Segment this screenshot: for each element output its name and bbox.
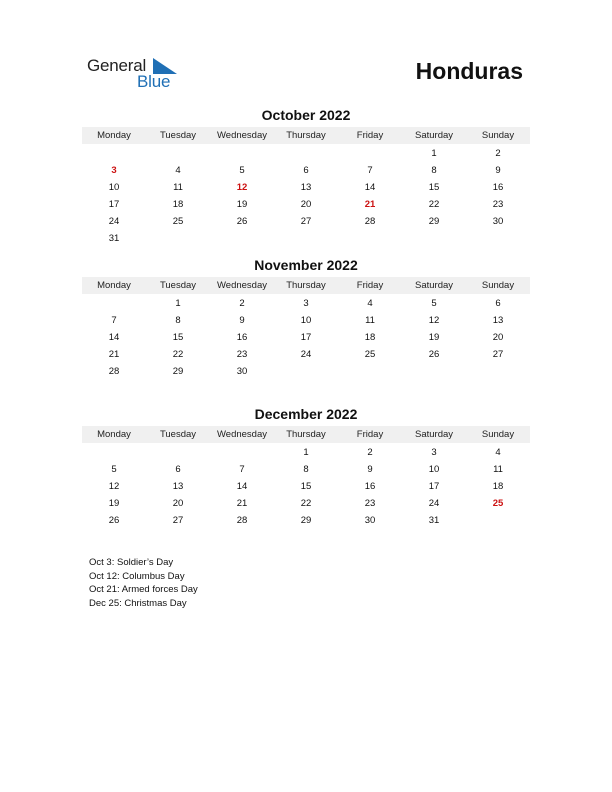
day-cell: 13 <box>172 481 184 492</box>
day-cell: 4 <box>367 298 373 309</box>
month-title: December 2022 <box>254 406 358 422</box>
day-cell: 30 <box>492 216 504 227</box>
day-cell: 27 <box>172 515 184 526</box>
logo-text-blue: Blue <box>137 72 171 91</box>
day-cell: 14 <box>364 182 376 193</box>
weekday-tuesday: Tuesday <box>159 429 197 440</box>
holiday-note: Oct 12: Columbus Day <box>89 570 185 582</box>
day-cell: 4 <box>495 447 501 458</box>
holiday-notes <box>89 556 198 610</box>
day-cell: 27 <box>492 349 504 360</box>
day-cell-empty <box>210 444 274 461</box>
day-cell: 23 <box>492 199 504 210</box>
day-cell: 31 <box>108 233 120 244</box>
weekday-sunday: Sunday <box>481 280 515 291</box>
weekday-saturday: Saturday <box>414 130 454 141</box>
month-title: November 2022 <box>254 257 358 273</box>
month-title: October 2022 <box>261 107 351 123</box>
day-cell: 2 <box>495 148 501 159</box>
weekday-monday: Monday <box>97 130 131 141</box>
day-cell: 28 <box>364 216 376 227</box>
day-cell: 29 <box>300 515 312 526</box>
day-cell: 16 <box>492 182 504 193</box>
day-cell: 1 <box>431 148 437 159</box>
day-cell: 4 <box>175 165 181 176</box>
day-cell: 29 <box>428 216 440 227</box>
day-cell: 17 <box>300 332 312 343</box>
day-cell: 7 <box>367 165 373 176</box>
holiday-note: Dec 25: Christmas Day <box>89 597 187 609</box>
day-cell: 25 <box>172 216 184 227</box>
day-cell: 24 <box>108 216 120 227</box>
weekday-friday: Friday <box>356 130 384 141</box>
day-cell: 1 <box>303 447 309 458</box>
day-cell: 13 <box>300 182 312 193</box>
weekday-tuesday: Tuesday <box>159 130 197 141</box>
day-cell: 22 <box>172 349 184 360</box>
day-cell-empty <box>82 444 146 461</box>
day-cell-empty <box>82 295 146 312</box>
day-cell: 5 <box>431 298 437 309</box>
day-cell: 25 <box>364 349 376 360</box>
generalblue-logo <box>87 56 187 92</box>
day-cell: 31 <box>428 515 440 526</box>
day-cell: 12 <box>428 315 440 326</box>
calendar-month-december <box>82 405 530 529</box>
day-cell: 12 <box>108 481 120 492</box>
day-cell-empty <box>274 145 338 162</box>
day-cell: 5 <box>239 165 245 176</box>
day-cell: 14 <box>236 481 248 492</box>
day-cell: 27 <box>300 216 312 227</box>
day-cell: 7 <box>111 315 117 326</box>
holiday-note: Oct 21: Armed forces Day <box>89 584 198 595</box>
weekday-thursday: Thursday <box>286 130 326 141</box>
logo-text-general: General <box>87 56 147 75</box>
day-cell: 29 <box>172 366 184 377</box>
day-cell: 9 <box>495 165 501 176</box>
day-cell-holiday: 21 <box>364 199 376 210</box>
day-cell: 24 <box>428 498 440 509</box>
day-cell: 24 <box>300 349 312 360</box>
day-cell: 20 <box>172 498 184 509</box>
calendar-month-october <box>82 106 530 247</box>
day-cell: 20 <box>300 199 312 210</box>
day-cell: 2 <box>367 447 373 458</box>
day-cell: 22 <box>428 199 440 210</box>
day-cell: 6 <box>495 298 501 309</box>
day-cell: 28 <box>236 515 248 526</box>
day-cell: 3 <box>431 447 437 458</box>
day-cell: 5 <box>111 464 117 475</box>
day-cell: 19 <box>428 332 440 343</box>
day-cell-empty <box>146 145 210 162</box>
calendar-month-november <box>82 256 530 380</box>
day-cell: 30 <box>236 366 248 377</box>
weekday-thursday: Thursday <box>286 429 326 440</box>
day-cell-empty <box>146 444 210 461</box>
day-cell: 8 <box>431 165 437 176</box>
day-grid <box>82 295 530 380</box>
day-cell-empty <box>210 145 274 162</box>
day-cell: 15 <box>428 182 440 193</box>
day-cell: 6 <box>175 464 181 475</box>
day-cell: 26 <box>108 515 120 526</box>
day-cell-holiday: 12 <box>236 182 248 193</box>
weekday-monday: Monday <box>97 429 131 440</box>
day-cell: 13 <box>492 315 504 326</box>
day-cell: 11 <box>173 182 183 193</box>
day-cell: 10 <box>300 315 312 326</box>
day-cell: 8 <box>175 315 181 326</box>
weekday-sunday: Sunday <box>481 130 515 141</box>
day-cell: 3 <box>303 298 309 309</box>
day-cell: 18 <box>364 332 376 343</box>
day-cell: 28 <box>108 366 120 377</box>
day-cell: 23 <box>364 498 376 509</box>
weekday-monday: Monday <box>97 280 131 291</box>
day-cell: 7 <box>239 464 245 475</box>
day-cell: 6 <box>303 165 309 176</box>
day-cell: 18 <box>172 199 184 210</box>
day-grid <box>82 145 530 247</box>
day-cell: 16 <box>236 332 248 343</box>
day-cell: 16 <box>364 481 376 492</box>
day-cell: 11 <box>365 315 375 326</box>
day-cell: 15 <box>172 332 184 343</box>
weekday-tuesday: Tuesday <box>159 280 197 291</box>
day-cell: 19 <box>108 498 120 509</box>
day-cell: 15 <box>300 481 312 492</box>
weekday-saturday: Saturday <box>414 280 454 291</box>
day-cell: 18 <box>492 481 504 492</box>
weekday-header <box>82 426 530 443</box>
day-cell: 19 <box>236 199 248 210</box>
day-cell: 21 <box>108 349 120 360</box>
weekday-sunday: Sunday <box>481 429 515 440</box>
country-title: Honduras <box>415 58 523 84</box>
day-cell: 23 <box>236 349 248 360</box>
day-cell: 10 <box>428 464 440 475</box>
day-cell-empty <box>338 145 402 162</box>
day-cell: 21 <box>236 498 248 509</box>
day-cell-holiday: 25 <box>492 498 504 509</box>
weekday-wednesday: Wednesday <box>217 130 267 141</box>
weekday-wednesday: Wednesday <box>217 280 267 291</box>
day-cell: 26 <box>236 216 248 227</box>
weekday-thursday: Thursday <box>286 280 326 291</box>
day-cell: 17 <box>108 199 120 210</box>
holiday-note: Oct 3: Soldier’s Day <box>89 557 174 568</box>
day-cell: 20 <box>492 332 504 343</box>
weekday-friday: Friday <box>356 429 384 440</box>
day-cell: 9 <box>367 464 373 475</box>
day-cell: 1 <box>175 298 181 309</box>
day-cell: 2 <box>239 298 245 309</box>
day-cell: 8 <box>303 464 309 475</box>
day-cell-empty <box>82 145 146 162</box>
day-cell-holiday: 3 <box>111 165 117 176</box>
day-cell: 11 <box>493 464 503 475</box>
weekday-header <box>82 127 530 144</box>
day-cell: 10 <box>108 182 120 193</box>
day-cell: 22 <box>300 498 312 509</box>
weekday-wednesday: Wednesday <box>217 429 267 440</box>
day-cell: 9 <box>239 315 245 326</box>
day-cell: 14 <box>108 332 120 343</box>
day-cell: 30 <box>364 515 376 526</box>
weekday-header <box>82 277 530 294</box>
day-cell: 17 <box>428 481 440 492</box>
day-cell: 26 <box>428 349 440 360</box>
weekday-saturday: Saturday <box>414 429 454 440</box>
weekday-friday: Friday <box>356 280 384 291</box>
day-grid <box>82 444 530 529</box>
